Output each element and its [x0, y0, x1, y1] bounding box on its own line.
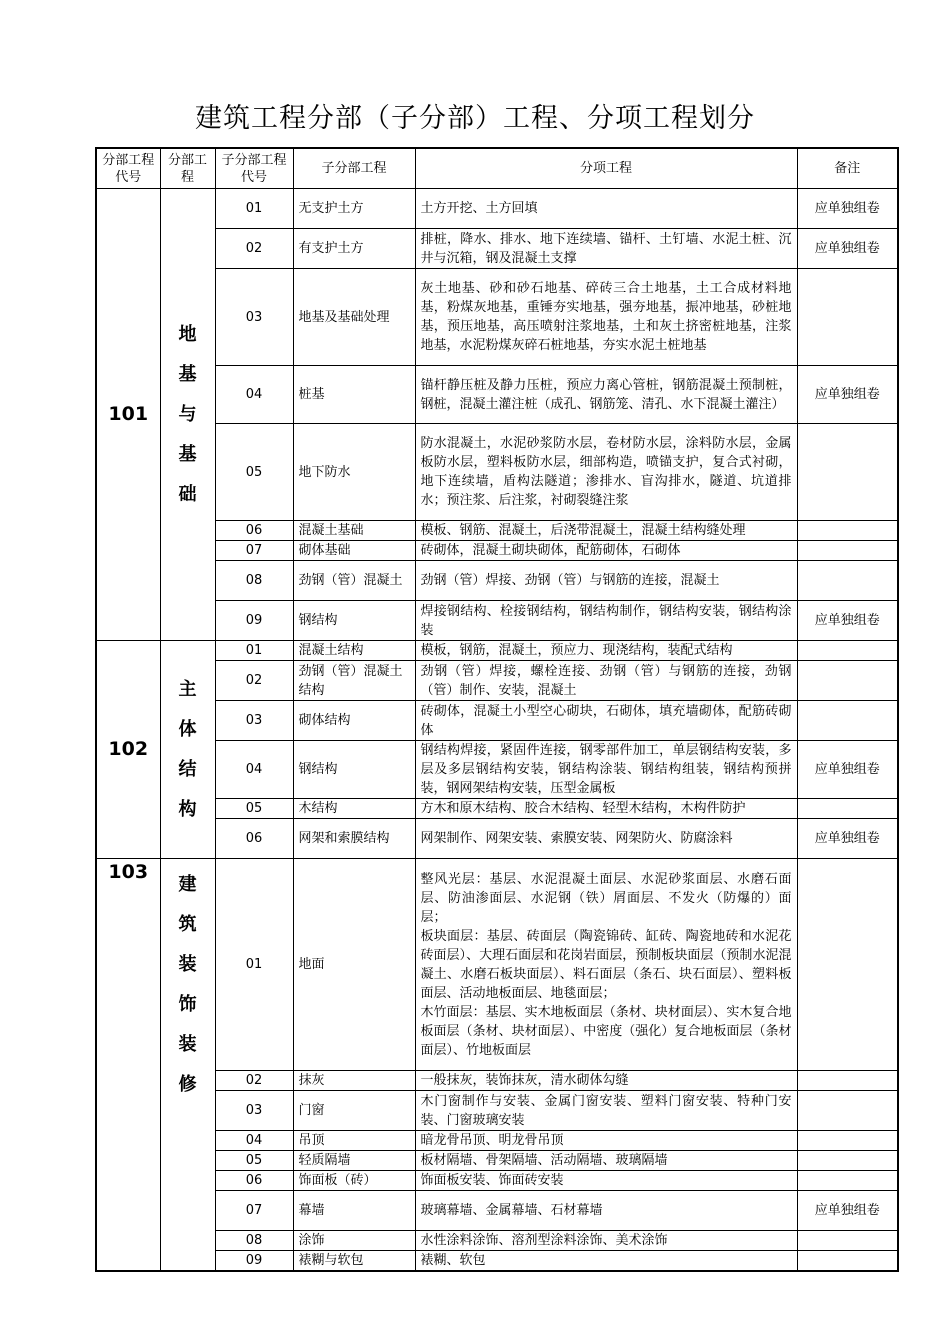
- header-items: 分项工程: [415, 148, 797, 189]
- item-list: 整风光层：基层、水泥混凝土面层、水泥砂浆面层、水磨石面层、防油渗面层、水泥钢（铁）屑面层、不发火（防爆的）面层； 板块面层：基层、砖面层（陶瓷锦砖、缸砖、陶瓷地砖和水泥花砖面层）、大理石面层和花岗岩面层，预制板块面层（预制水泥混凝土、水磨石板块面层）、料石面层（条石、块石面层）、塑料板面层、活动地板面层、地毯面层； 木竹面层：基层、实木地板面层（条材、块材面层）、实木复合地板面层（条材、块材面层）、中密度（强化）复合地板面层（条材面层）、竹地板面层: [415, 859, 797, 1071]
- division-name-char: 础: [178, 483, 197, 505]
- note: 应单独组卷: [797, 741, 898, 799]
- note: [797, 1091, 898, 1131]
- subdivision-name: 混凝土结构: [293, 641, 415, 661]
- subdivision-name: 幕墙: [293, 1191, 415, 1231]
- note: [797, 424, 898, 521]
- division-name-char: 修: [178, 1074, 197, 1095]
- subdivision-name: 砌体结构: [293, 701, 415, 741]
- item-list: 方木和原木结构、胶合木结构、轻型木结构，木构件防护: [415, 799, 797, 819]
- subdivision-code: 04: [215, 1131, 293, 1151]
- division-name-char: 建: [178, 874, 197, 895]
- note: [797, 269, 898, 366]
- table-row: [96, 424, 898, 521]
- table-row: [96, 189, 898, 229]
- subdivision-code: 01: [215, 641, 293, 661]
- table-row: [96, 819, 898, 859]
- page-title: 建筑工程分部（子分部）工程、分项工程划分: [195, 103, 755, 134]
- subdivision-name: 吊顶: [293, 1131, 415, 1151]
- item-list: 饰面板安装、饰面砖安装: [415, 1171, 797, 1191]
- note: [797, 641, 898, 661]
- table-row: [96, 701, 898, 741]
- table-row: [96, 1231, 898, 1251]
- item-list: 防水混凝土，水泥砂浆防水层，卷材防水层，涂料防水层，金属板防水层，塑料板防水层，细部构造，喷锚支护，复合式衬砌，地下连续墙，盾构法隧道；渗排水、盲沟排水，隧道、坑道排水；预注浆、后注浆，衬砌裂缝注浆: [415, 424, 797, 521]
- subdivision-name: 桩基: [293, 366, 415, 424]
- subdivision-name: 砌体基础: [293, 541, 415, 561]
- item-list: 板材隔墙、骨架隔墙、活动隔墙、玻璃隔墙: [415, 1151, 797, 1171]
- note: 应单独组卷: [797, 189, 898, 229]
- table-row: [96, 1171, 898, 1191]
- subdivision-code: 09: [215, 1251, 293, 1272]
- note: [797, 1171, 898, 1191]
- table-row: [96, 521, 898, 541]
- item-list: 玻璃幕墙、金属幕墙、石材幕墙: [415, 1191, 797, 1231]
- note: 应单独组卷: [797, 229, 898, 269]
- note: 应单独组卷: [797, 819, 898, 859]
- table-row: [96, 741, 898, 799]
- division-name: [160, 189, 215, 641]
- subdivision-code: 07: [215, 1191, 293, 1231]
- subdivision-code: 06: [215, 1171, 293, 1191]
- table-row: [96, 1071, 898, 1091]
- subdivision-name: 门窗: [293, 1091, 415, 1131]
- note: [797, 1231, 898, 1251]
- division-name-char: 筑: [178, 914, 197, 935]
- subdivision-code: 03: [215, 1091, 293, 1131]
- subdivision-name: 地基及基础处理: [293, 269, 415, 366]
- table-row: [96, 661, 898, 701]
- division-name-char: 装: [178, 1034, 197, 1055]
- table-row: [96, 541, 898, 561]
- header-note: 备注: [797, 148, 898, 189]
- note: 应单独组卷: [797, 601, 898, 641]
- note: [797, 1151, 898, 1171]
- item-list: 暗龙骨吊顶、明龙骨吊顶: [415, 1131, 797, 1151]
- subdivision-name: 地面: [293, 859, 415, 1071]
- subdivision-name: 涂饰: [293, 1231, 415, 1251]
- note: [797, 561, 898, 601]
- subdivision-code: 09: [215, 601, 293, 641]
- item-list: 灰土地基、砂和砂石地基、碎砖三合土地基，土工合成材料地基，粉煤灰地基，重锤夯实地基，强夯地基，振冲地基，砂桩地基，预压地基，高压喷射注浆地基，土和灰土挤密桩地基，注浆地基，水泥粉煤灰碎石桩地基，夯实水泥土桩地基: [415, 269, 797, 366]
- item-list: 土方开挖、土方回填: [415, 189, 797, 229]
- note: 应单独组卷: [797, 1191, 898, 1231]
- subdivision-code: 03: [215, 269, 293, 366]
- division-code: 103: [96, 859, 160, 1272]
- division-name-char: 体: [178, 718, 197, 740]
- subdivision-name: 无支护土方: [293, 189, 415, 229]
- subdivision-name: 裱糊与软包: [293, 1251, 415, 1272]
- item-list: 锚杆静压桩及静力压桩，预应力离心管桩，钢筋混凝土预制桩，钢桩，混凝土灌注桩（成孔、钢筋笼、清孔、水下混凝土灌注）: [415, 366, 797, 424]
- item-list: 模板、钢筋、混凝土，后浇带混凝土，混凝土结构缝处理: [415, 521, 797, 541]
- note: [797, 1251, 898, 1272]
- table-row: [96, 561, 898, 601]
- subdivision-code: 07: [215, 541, 293, 561]
- note: [797, 661, 898, 701]
- division-name-char: 基: [178, 443, 197, 465]
- header-row: [96, 148, 898, 189]
- note: [797, 541, 898, 561]
- header-subdivision-code: 子分部工程代号: [215, 148, 293, 189]
- table-row: [96, 1191, 898, 1231]
- header-division-code: 分部工程代号: [96, 148, 160, 189]
- table-row: [96, 1091, 898, 1131]
- division-name: [160, 641, 215, 859]
- note: [797, 799, 898, 819]
- note: 应单独组卷: [797, 366, 898, 424]
- subdivision-name: 钢结构: [293, 741, 415, 799]
- table-row: [96, 601, 898, 641]
- table-row: [96, 641, 898, 661]
- item-list: 钢结构焊接，紧固件连接，钢零部件加工，单层钢结构安装，多层及多层钢结构安装，钢结构涂装、钢结构组装，钢结构预拼装，钢网架结构安装，压型金属板: [415, 741, 797, 799]
- item-list: 一般抹灰，装饰抹灰，清水砌体勾缝: [415, 1071, 797, 1091]
- item-list: 模板，钢筋，混凝土，预应力、现浇结构，装配式结构: [415, 641, 797, 661]
- division-name: [160, 859, 215, 1272]
- division-name-char: 装: [178, 954, 197, 975]
- table-row: [96, 1131, 898, 1151]
- subdivision-code: 02: [215, 661, 293, 701]
- note: [797, 521, 898, 541]
- subdivision-name: 木结构: [293, 799, 415, 819]
- division-name-char: 基: [178, 363, 197, 385]
- subdivision-name: 混凝土基础: [293, 521, 415, 541]
- subdivision-code: 05: [215, 424, 293, 521]
- subdivision-code: 04: [215, 366, 293, 424]
- table-row: [96, 799, 898, 819]
- table-row: [96, 859, 898, 1071]
- table-row: [96, 1151, 898, 1171]
- division-name-char: 结: [178, 758, 197, 780]
- subdivision-name: 网架和索膜结构: [293, 819, 415, 859]
- subdivision-code: 05: [215, 799, 293, 819]
- division-name-char: 主: [178, 678, 197, 700]
- item-list: 砖砌体，混凝土小型空心砌块，石砌体，填充墙砌体，配筋砖砌体: [415, 701, 797, 741]
- item-list: 水性涂料涂饰、溶剂型涂料涂饰、美术涂饰: [415, 1231, 797, 1251]
- item-list: 焊接钢结构、栓接钢结构，钢结构制作，钢结构安装，钢结构涂装: [415, 601, 797, 641]
- table-row: [96, 1251, 898, 1272]
- subdivision-name: 劲钢（管）混凝土: [293, 561, 415, 601]
- subdivision-name: 有支护土方: [293, 229, 415, 269]
- note: [797, 1131, 898, 1151]
- subdivision-code: 08: [215, 561, 293, 601]
- subdivision-code: 02: [215, 229, 293, 269]
- subdivision-code: 01: [215, 859, 293, 1071]
- division-table: [95, 147, 899, 1272]
- subdivision-code: 05: [215, 1151, 293, 1171]
- subdivision-code: 04: [215, 741, 293, 799]
- division-name-char: 与: [178, 403, 197, 425]
- division-name-char: 饰: [178, 994, 197, 1015]
- item-list: 砖砌体，混凝土砌块砌体，配筋砌体，石砌体: [415, 541, 797, 561]
- division-code: 102: [96, 641, 160, 859]
- subdivision-name: 地下防水: [293, 424, 415, 521]
- division-name-char: 构: [178, 798, 197, 820]
- subdivision-code: 03: [215, 701, 293, 741]
- note: [797, 1071, 898, 1091]
- division-code: 101: [96, 189, 160, 641]
- header-division: 分部工程: [160, 148, 215, 189]
- item-list: 劲钢（管）焊接、劲钢（管）与钢筋的连接，混凝土: [415, 561, 797, 601]
- note: [797, 859, 898, 1071]
- subdivision-name: 劲钢（管）混凝土结构: [293, 661, 415, 701]
- subdivision-code: 01: [215, 189, 293, 229]
- item-list: 裱糊、软包: [415, 1251, 797, 1272]
- header-subdivision: 子分部工程: [293, 148, 415, 189]
- subdivision-name: 饰面板（砖）: [293, 1171, 415, 1191]
- subdivision-name: 轻质隔墙: [293, 1151, 415, 1171]
- item-list: 网架制作、网架安装、索膜安装、网架防火、防腐涂料: [415, 819, 797, 859]
- item-list: 木门窗制作与安装、金属门窗安装、塑料门窗安装、特种门安装、门窗玻璃安装: [415, 1091, 797, 1131]
- subdivision-code: 08: [215, 1231, 293, 1251]
- division-name-char: 地: [178, 323, 197, 345]
- subdivision-name: 钢结构: [293, 601, 415, 641]
- note: [797, 701, 898, 741]
- table-row: [96, 366, 898, 424]
- subdivision-code: 06: [215, 521, 293, 541]
- item-list: 劲钢（管）焊接，螺栓连接、劲钢（管）与钢筋的连接，劲钢（管）制作、安装，混凝土: [415, 661, 797, 701]
- subdivision-code: 02: [215, 1071, 293, 1091]
- subdivision-name: 抹灰: [293, 1071, 415, 1091]
- subdivision-code: 06: [215, 819, 293, 859]
- table-row: [96, 269, 898, 366]
- item-list: 排桩，降水、排水、地下连续墙、锚杆、土钉墙、水泥土桩、沉井与沉箱，钢及混凝土支撑: [415, 229, 797, 269]
- table-row: [96, 229, 898, 269]
